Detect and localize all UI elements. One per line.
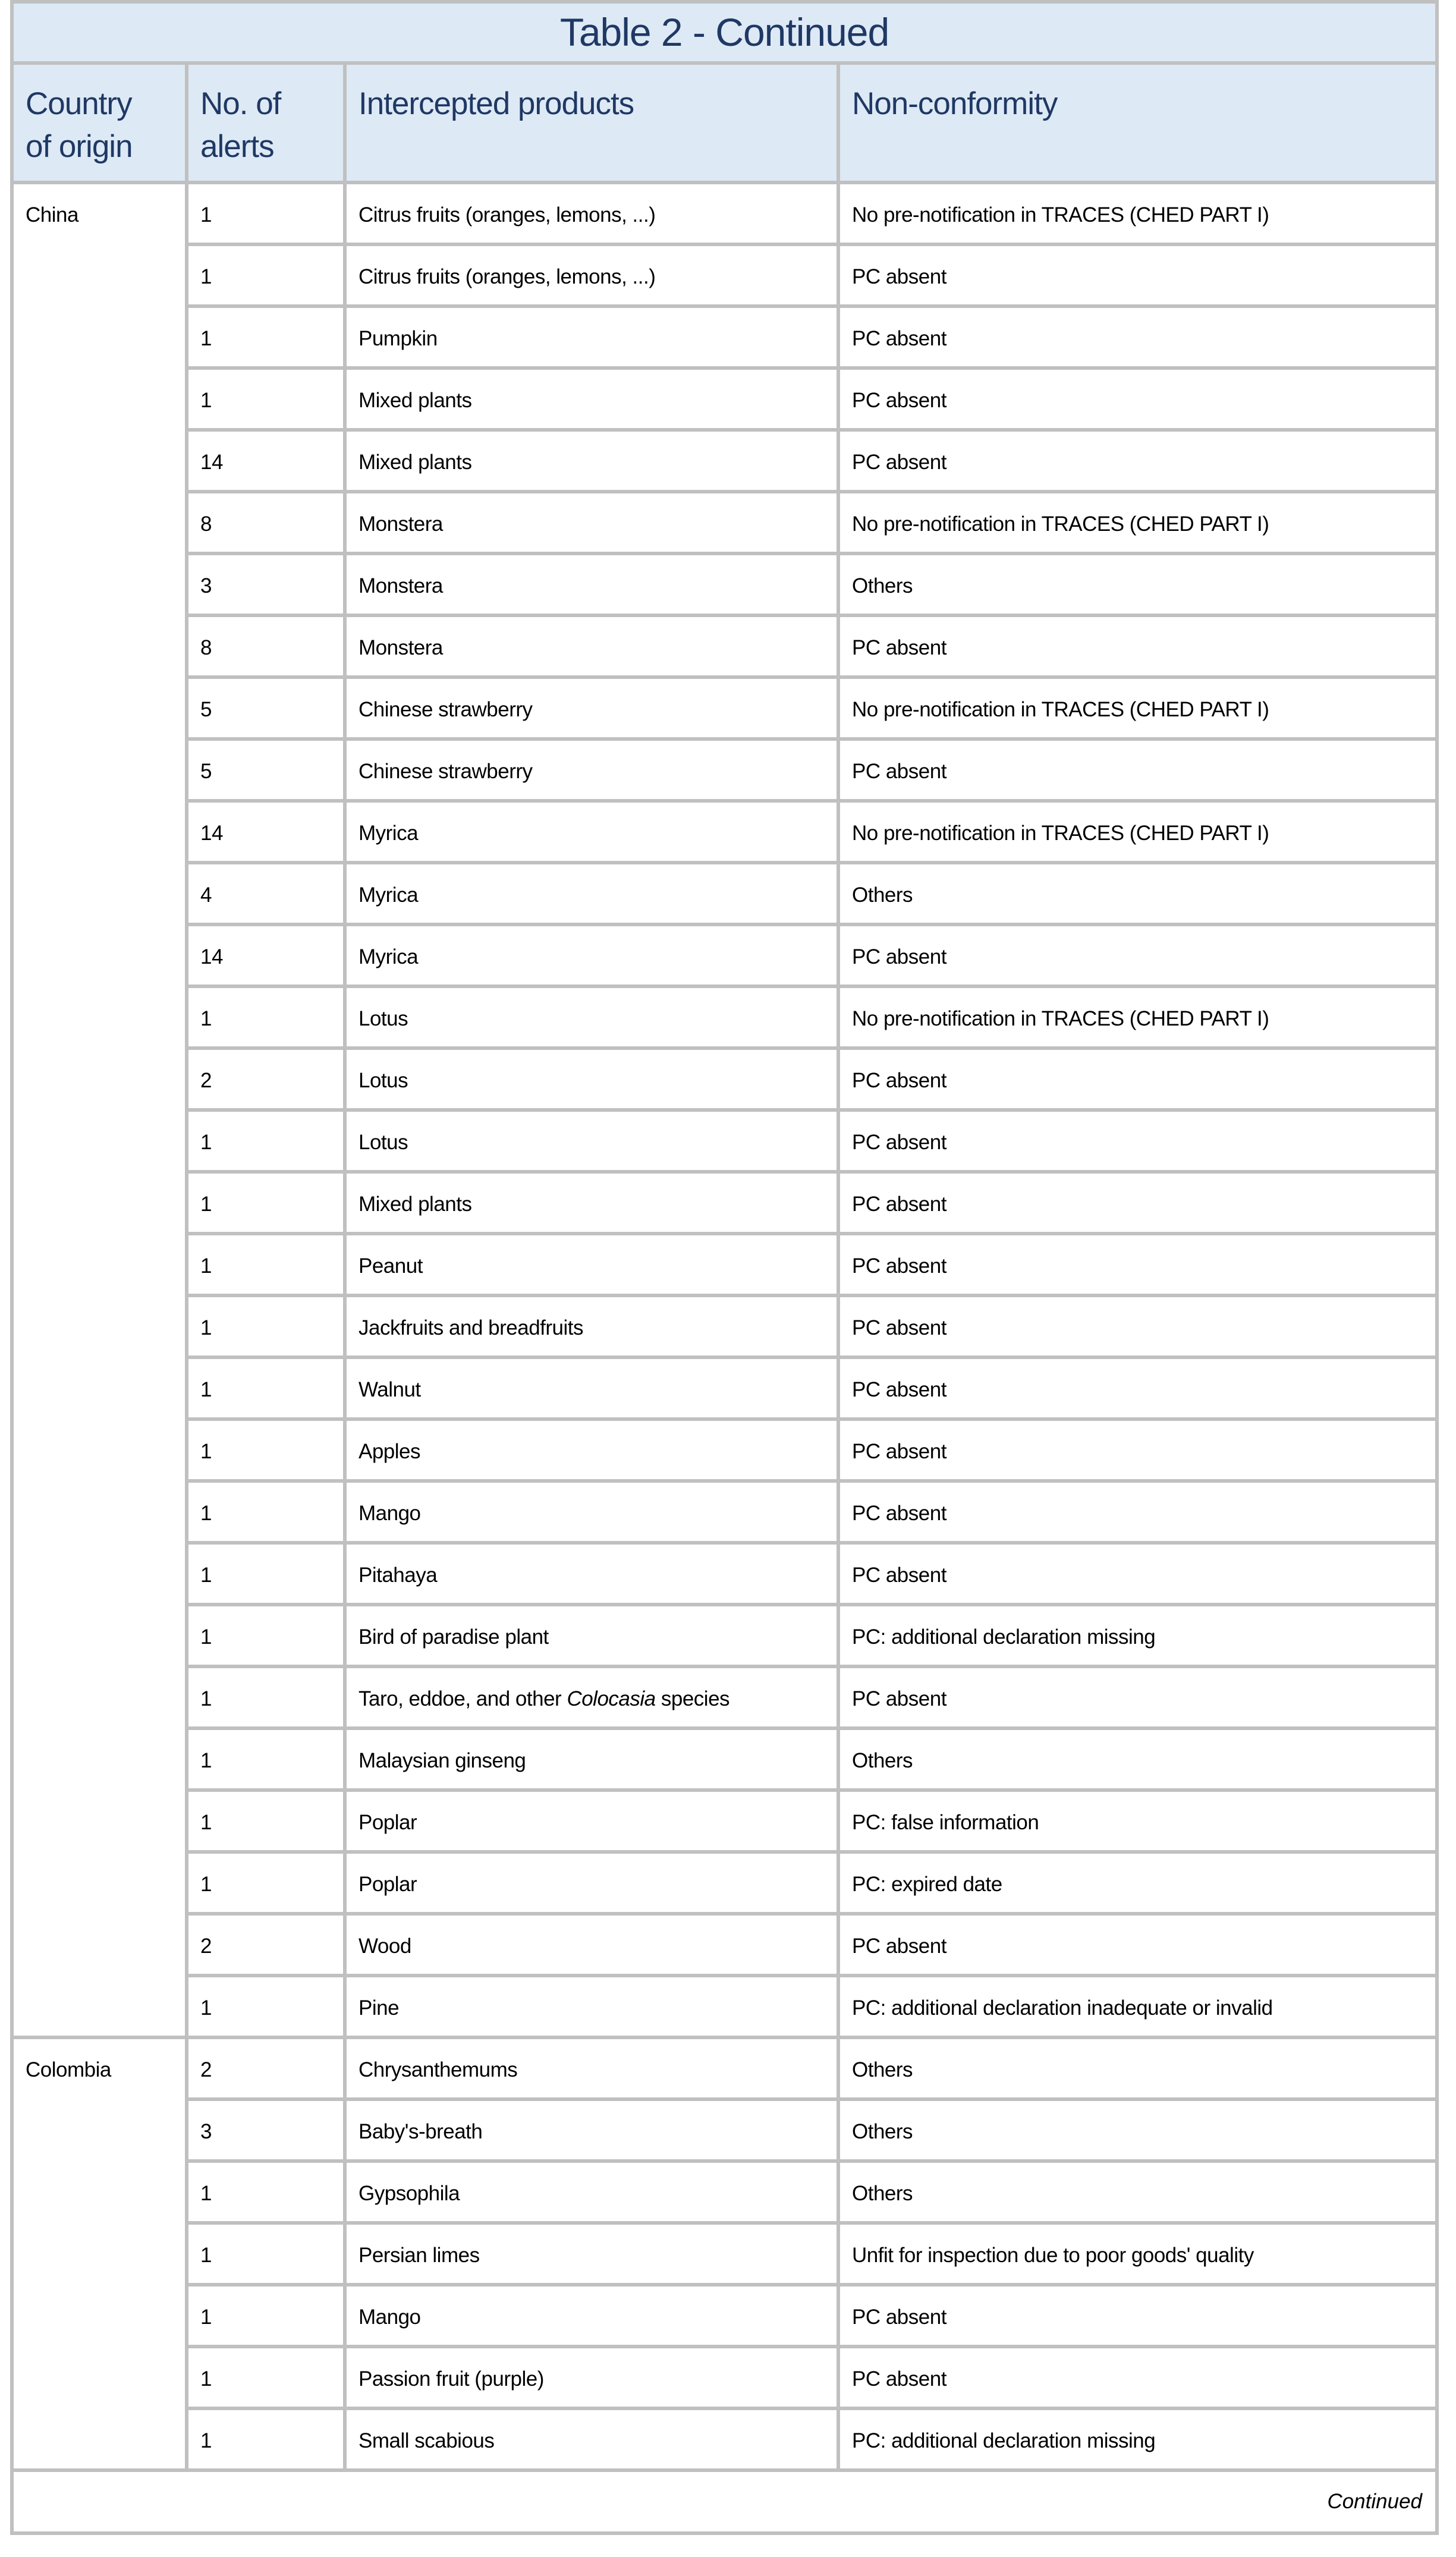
alerts-cell: 8 <box>187 492 345 553</box>
table-row <box>12 1481 1437 1543</box>
table-row <box>12 1048 1437 1110</box>
alerts-cell: 1 <box>187 244 345 306</box>
nonconformity-cell: PC: additional declaration missing <box>838 2408 1437 2470</box>
table-row <box>12 2408 1437 2470</box>
nonconformity-cell: PC absent <box>838 1357 1437 1419</box>
product-genus-italic: Colocasia <box>567 1687 656 1710</box>
alerts-cell: 1 <box>187 2161 345 2223</box>
column-header-country <box>12 63 187 183</box>
nonconformity-cell: Others <box>838 553 1437 615</box>
alerts-cell: 1 <box>187 2285 345 2347</box>
alerts-cell: 2 <box>187 2037 345 2099</box>
alerts-cell: 8 <box>187 615 345 677</box>
alerts-cell: 1 <box>187 1481 345 1543</box>
table-row <box>12 2099 1437 2161</box>
header-line: of origin <box>26 129 133 164</box>
nonconformity-cell: PC absent <box>838 244 1437 306</box>
product-cell: Mango <box>345 1481 838 1543</box>
nonconformity-cell: PC absent <box>838 2285 1437 2347</box>
alerts-cell: 3 <box>187 553 345 615</box>
alerts-cell: 2 <box>187 1048 345 1110</box>
alerts-cell: 1 <box>187 2408 345 2470</box>
table-row <box>12 1914 1437 1976</box>
product-cell: Chrysanthemums <box>345 2037 838 2099</box>
alerts-cell: 1 <box>187 2223 345 2285</box>
product-cell: Pitahaya <box>345 1543 838 1605</box>
table-row <box>12 244 1437 306</box>
alerts-cell: 14 <box>187 430 345 492</box>
header-line: alerts <box>200 129 274 164</box>
nonconformity-cell: PC absent <box>838 1234 1437 1295</box>
nonconformity-cell: Others <box>838 2037 1437 2099</box>
table-row <box>12 1110 1437 1172</box>
product-cell: Malaysian ginseng <box>345 1728 838 1790</box>
product-cell: Persian limes <box>345 2223 838 2285</box>
product-cell: Apples <box>345 1419 838 1481</box>
country-cell: China <box>12 183 187 2037</box>
table-row <box>12 863 1437 924</box>
table-row <box>12 430 1437 492</box>
alerts-cell: 1 <box>187 1790 345 1852</box>
nonconformity-cell: PC absent <box>838 306 1437 368</box>
product-cell: Myrica <box>345 863 838 924</box>
table-row <box>12 677 1437 739</box>
product-cell: Myrica <box>345 924 838 986</box>
header-line: No. of <box>200 86 281 121</box>
product-cell: Jackfruits and breadfruits <box>345 1295 838 1357</box>
alerts-cell: 4 <box>187 863 345 924</box>
nonconformity-cell: PC absent <box>838 1419 1437 1481</box>
alerts-cell: 1 <box>187 1852 345 1914</box>
nonconformity-cell: PC: additional declaration inadequate or invalid <box>838 1976 1437 2037</box>
nonconformity-cell: PC absent <box>838 1172 1437 1234</box>
product-cell: Poplar <box>345 1852 838 1914</box>
table-row <box>12 615 1437 677</box>
nonconformity-cell: PC absent <box>838 368 1437 430</box>
table-row <box>12 2037 1437 2099</box>
product-cell: Citrus fruits (oranges, lemons, ...) <box>345 183 838 244</box>
table-row <box>12 1790 1437 1852</box>
product-cell: Poplar <box>345 1790 838 1852</box>
product-cell: Gypsophila <box>345 2161 838 2223</box>
alerts-cell: 1 <box>187 986 345 1048</box>
nonconformity-cell: No pre-notification in TRACES (CHED PART I) <box>838 986 1437 1048</box>
table-row <box>12 492 1437 553</box>
alerts-cell: 1 <box>187 1666 345 1728</box>
product-cell: Mixed plants <box>345 368 838 430</box>
product-cell: Chinese strawberry <box>345 739 838 801</box>
table-row <box>12 306 1437 368</box>
nonconformity-cell: PC absent <box>838 739 1437 801</box>
nonconformity-cell: PC absent <box>838 1543 1437 1605</box>
alerts-cell: 2 <box>187 1914 345 1976</box>
table-row <box>12 1234 1437 1295</box>
nonconformity-cell: Unfit for inspection due to poor goods' quality <box>838 2223 1437 2285</box>
product-cell: Bird of paradise plant <box>345 1605 838 1666</box>
header-row <box>12 63 1437 183</box>
table-row <box>12 739 1437 801</box>
table-row <box>12 368 1437 430</box>
product-cell: Passion fruit (purple) <box>345 2347 838 2408</box>
product-cell: Mango <box>345 2285 838 2347</box>
nonconformity-cell: PC absent <box>838 1481 1437 1543</box>
table-row <box>12 2161 1437 2223</box>
product-text-part: species <box>655 1687 730 1710</box>
alerts-cell: 1 <box>187 1543 345 1605</box>
table-row <box>12 1543 1437 1605</box>
alerts-cell: 1 <box>187 1357 345 1419</box>
product-cell: Monstera <box>345 615 838 677</box>
product-cell: Lotus <box>345 1048 838 1110</box>
table-row <box>12 924 1437 986</box>
table-row <box>12 1852 1437 1914</box>
nonconformity-cell: No pre-notification in TRACES (CHED PART I) <box>838 492 1437 553</box>
nonconformity-cell: Others <box>838 863 1437 924</box>
table-row <box>12 183 1437 244</box>
table-row <box>12 1976 1437 2037</box>
alerts-cell: 1 <box>187 1605 345 1666</box>
nonconformity-cell: PC absent <box>838 1666 1437 1728</box>
product-cell: Citrus fruits (oranges, lemons, ...) <box>345 244 838 306</box>
nonconformity-cell: No pre-notification in TRACES (CHED PART I) <box>838 801 1437 863</box>
nonconformity-cell: Others <box>838 2099 1437 2161</box>
nonconformity-cell: PC absent <box>838 2347 1437 2408</box>
alerts-cell: 1 <box>187 1728 345 1790</box>
table-row <box>12 1419 1437 1481</box>
nonconformity-cell: PC absent <box>838 924 1437 986</box>
product-cell: Mixed plants <box>345 430 838 492</box>
alerts-cell: 1 <box>187 368 345 430</box>
nonconformity-cell: PC absent <box>838 1295 1437 1357</box>
table-row <box>12 2347 1437 2408</box>
product-cell: Lotus <box>345 986 838 1048</box>
alerts-cell: 14 <box>187 924 345 986</box>
continued-note: Continued <box>12 2470 1437 2533</box>
product-cell: Small scabious <box>345 2408 838 2470</box>
alerts-cell: 1 <box>187 1295 345 1357</box>
table-row <box>12 1357 1437 1419</box>
alerts-cell: 1 <box>187 306 345 368</box>
alerts-cell: 5 <box>187 677 345 739</box>
column-header-products: Intercepted products <box>345 63 838 183</box>
product-cell: Pine <box>345 1976 838 2037</box>
product-cell: Mixed plants <box>345 1172 838 1234</box>
nonconformity-cell: PC: additional declaration missing <box>838 1605 1437 1666</box>
table-row <box>12 553 1437 615</box>
alerts-cell: 14 <box>187 801 345 863</box>
product-text-part: Taro, eddoe, and other <box>359 1687 567 1710</box>
product-cell: Myrica <box>345 801 838 863</box>
nonconformity-cell: PC absent <box>838 1048 1437 1110</box>
nonconformity-cell: PC: false information <box>838 1790 1437 1852</box>
product-cell <box>345 1666 838 1728</box>
alerts-cell: 5 <box>187 739 345 801</box>
alerts-cell: 1 <box>187 1110 345 1172</box>
table-row <box>12 1728 1437 1790</box>
nonconformity-cell: Others <box>838 1728 1437 1790</box>
alerts-cell: 1 <box>187 1976 345 2037</box>
product-cell: Monstera <box>345 492 838 553</box>
nonconformity-cell: PC: expired date <box>838 1852 1437 1914</box>
table-row <box>12 2223 1437 2285</box>
product-cell: Wood <box>345 1914 838 1976</box>
product-cell: Chinese strawberry <box>345 677 838 739</box>
table-row <box>12 801 1437 863</box>
alerts-cell: 1 <box>187 1234 345 1295</box>
header-line: Country <box>26 86 132 121</box>
alerts-table <box>10 0 1439 2535</box>
product-cell: Walnut <box>345 1357 838 1419</box>
table-title: Table 2 - Continued <box>12 2 1437 63</box>
alerts-cell: 1 <box>187 1419 345 1481</box>
column-header-nonconformity: Non-conformity <box>838 63 1437 183</box>
product-cell: Monstera <box>345 553 838 615</box>
column-header-alerts <box>187 63 345 183</box>
nonconformity-cell: PC absent <box>838 1914 1437 1976</box>
product-cell: Baby's-breath <box>345 2099 838 2161</box>
alerts-cell: 1 <box>187 1172 345 1234</box>
table-row <box>12 1605 1437 1666</box>
table-row <box>12 986 1437 1048</box>
product-cell: Pumpkin <box>345 306 838 368</box>
alerts-cell: 1 <box>187 183 345 244</box>
country-cell: Colombia <box>12 2037 187 2470</box>
footer-row <box>12 2470 1437 2533</box>
nonconformity-cell: PC absent <box>838 430 1437 492</box>
alerts-cell: 3 <box>187 2099 345 2161</box>
table-row <box>12 1666 1437 1728</box>
table-row <box>12 1295 1437 1357</box>
nonconformity-cell: Others <box>838 2161 1437 2223</box>
table-row <box>12 1172 1437 1234</box>
nonconformity-cell: No pre-notification in TRACES (CHED PART I) <box>838 677 1437 739</box>
product-cell: Peanut <box>345 1234 838 1295</box>
table-row <box>12 2285 1437 2347</box>
alerts-cell: 1 <box>187 2347 345 2408</box>
nonconformity-cell: PC absent <box>838 615 1437 677</box>
nonconformity-cell: PC absent <box>838 1110 1437 1172</box>
product-cell: Lotus <box>345 1110 838 1172</box>
nonconformity-cell: No pre-notification in TRACES (CHED PART I) <box>838 183 1437 244</box>
